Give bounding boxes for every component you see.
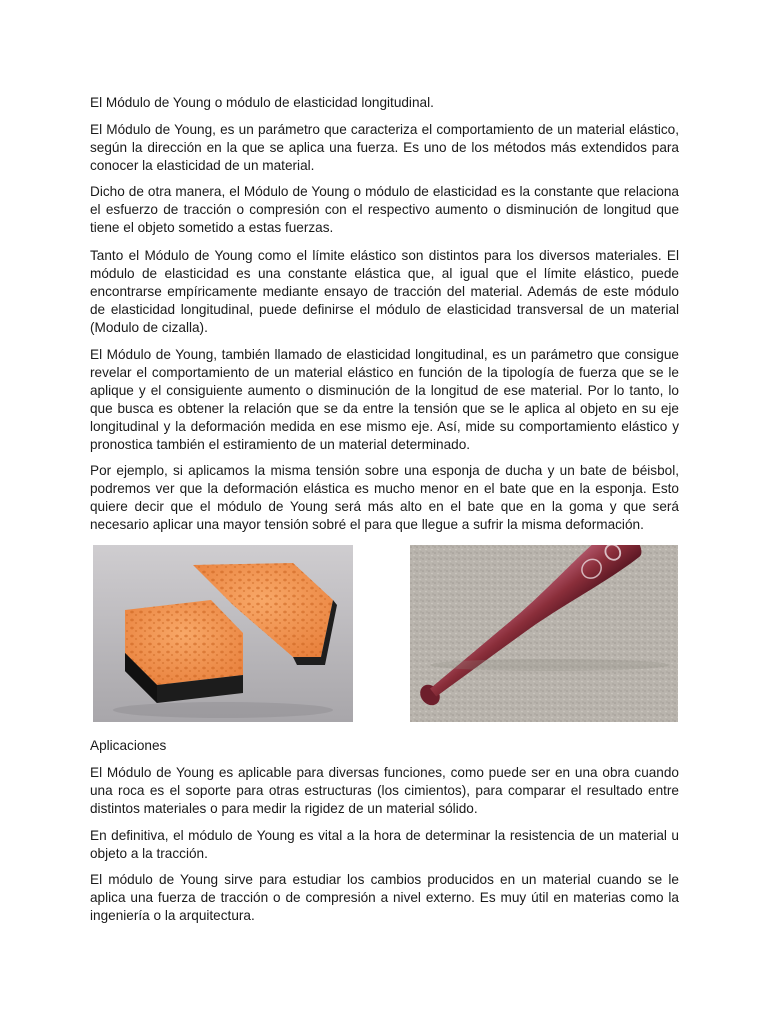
section-paragraph-3: El módulo de Young sirve para estudiar los cambios producidos en un material cuando se le aplica una fuerza de tracción o de compresión a nivel externo. Es muy útil en materias como la ingeniería o la arquitectura. [90, 872, 679, 923]
baseball-bat-image [410, 545, 678, 722]
document-title: El Módulo de Young o módulo de elasticidad longitudinal. [90, 95, 434, 110]
paragraph-2: Dicho de otra manera, el Módulo de Young o módulo de elasticidad es la constante que relaciona el esfuerzo de tracción o compresión con el respectivo aumento o disminución de longitud que tiene el objeto sometido a estas fuerzas. [90, 184, 679, 235]
baseball-bat-illustration [410, 545, 678, 722]
paragraph-1: El Módulo de Young, es un parámetro que caracteriza el comportamiento de un material elástico, según la dirección en la que se aplica una fuerza. Es uno de los métodos más extendidos para conocer la elasticidad de un material. [90, 122, 679, 173]
section-paragraph-2: En definitiva, el módulo de Young es vital a la hora de determinar la resistencia de un material u objeto a la tracción. [90, 828, 679, 861]
paragraph-4: El Módulo de Young, también llamado de elasticidad longitudinal, es un parámetro que consigue revelar el comportamiento de un material elástico en función de la tipología de fuerza que se le aplique y el consiguiente aumento o disminución de la longitud de ese material. Por lo tanto, lo que busca es obtener la relación que se da entre la tensión que se le aplica al objeto en su eje longitudinal y la deformación medida en ese mismo eje. Así, mide su comportamiento elástico y pronostica también el estiramiento de un material determinado. [90, 347, 679, 452]
sponge-image [93, 545, 353, 722]
section-heading: Aplicaciones [90, 738, 167, 753]
front-sponge [125, 600, 243, 703]
paragraph-5: Por ejemplo, si aplicamos la misma tensión sobre una esponja de ducha y un bate de béisbol, podremos ver que la deformación elástica es mucho menor en el bate que en la esponja. Esto quiere decir que el módulo de Young será más alto en el bate que en la goma y que será necesario aplicar una mayor tensión sobré el para que llegue a sufrir la misma deformación. [90, 463, 679, 532]
sponge-illustration [93, 545, 353, 722]
paragraph-3: Tanto el Módulo de Young como el límite elástico son distintos para los diversos materiales. El módulo de elasticidad es una constante elástica que, al igual que el límite elástico, puede encontrarse empíricamente mediante ensayo de tracción del material. Además de este módulo de elasticidad longitudinal, puede definirse el módulo de elasticidad transversal de un material (Modulo de cizalla). [90, 248, 679, 335]
section-paragraph-1: El Módulo de Young es aplicable para diversas funciones, como puede ser en una obra cuando una roca es el soporte para otras estructuras (los cimientos), para comparar el resultado entre distintos materiales o para medir la rigidez de un material sólido. [90, 765, 679, 816]
